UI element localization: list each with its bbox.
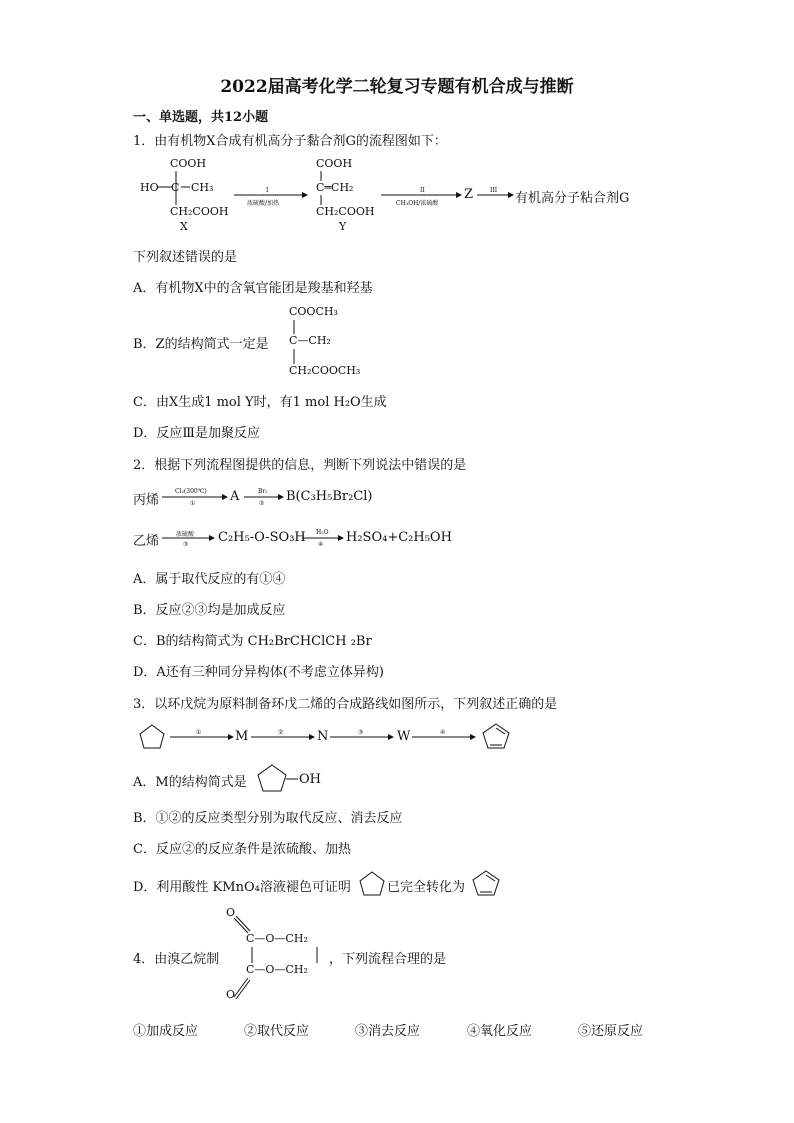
q3-w: W <box>397 729 411 744</box>
q3-m: M <box>235 729 249 744</box>
q4-item-2: ②取代反应 <box>244 1024 310 1039</box>
q3-num-2: ② <box>278 729 284 736</box>
q4-o-bottom: O <box>226 988 236 1001</box>
q1-x-ho: HO <box>140 181 159 194</box>
q3-option-d-pre: D．利用酸性 KMnO₄溶液褪色可证明 <box>133 880 351 895</box>
q2-r2-start: 乙烯 <box>133 534 160 549</box>
q1-z: Z <box>464 187 474 202</box>
q2-r1-b: B(C₃H₅Br₂Cl) <box>286 489 373 504</box>
q4-o-top: O <box>226 906 236 919</box>
q2-r1-start: 丙烯 <box>133 493 160 508</box>
section-heading: 一、单选题，共12小题 <box>133 110 269 125</box>
q2-r1-cond2: Br₂ <box>258 488 268 495</box>
q1-stem: 1．由有机物X合成有机高分子黏合剂G的流程图如下： <box>133 134 447 149</box>
q1-step1-bottom: 浓硫酸/加热 <box>247 200 280 207</box>
q4-row-2: C—O—CH₂ <box>246 963 308 976</box>
q4-item-1: ①加成反应 <box>133 1024 199 1039</box>
q2-r2-end: H₂SO₄+C₂H₅OH <box>346 530 452 545</box>
q3-num-4: ④ <box>440 729 446 736</box>
q1-y-label: Y <box>339 220 347 233</box>
q1-x-cooh: COOH <box>170 157 207 170</box>
q4-item-4: ④氧化反应 <box>467 1024 533 1039</box>
q2-r1-a: A <box>230 489 240 504</box>
q4-item-5: ⑤还原反应 <box>578 1024 644 1039</box>
q3-option-a-oh: OH <box>299 772 321 787</box>
q4-stem-pre: 4．由溴乙烷制 <box>133 952 220 967</box>
q3-stem: 3．以环戊烷为原料制备环戊二烯的合成路线如图所示，下列叙述正确的是 <box>133 697 558 712</box>
q2-r2-mid: C₂H₅-O-SO₃H <box>218 530 306 545</box>
q2-r1-num1: ① <box>190 500 196 507</box>
q2-r2-num1: ③ <box>183 541 189 548</box>
q3-num-1: ① <box>196 729 202 736</box>
q2-r2-cond2: H₂O <box>316 529 329 536</box>
q2-r1-num2: ② <box>259 500 265 507</box>
q1-option-b-s2: C—CH₂ <box>289 334 331 347</box>
q1-option-b-s1: COOCH₃ <box>289 305 338 318</box>
q1-step1-top: I <box>266 187 269 194</box>
q1-y-cch2: C═CH₂ <box>316 181 354 194</box>
q3-option-c: C．反应②的反应条件是浓硫酸、加热 <box>133 842 351 857</box>
q2-r2-cond1: 浓硫酸 <box>176 531 195 538</box>
q2-option-c: C．B的结构简式为 CH₂BrCHClCH ₂Br <box>133 634 372 649</box>
q1-x-c: C <box>171 181 180 194</box>
q1-x-ch3: CH₃ <box>191 181 214 194</box>
q2-r2-num2: ④ <box>318 541 324 548</box>
q1-option-d: D．反应Ⅲ是加聚反应 <box>133 426 260 441</box>
q3-num-3: ③ <box>358 729 364 736</box>
q1-option-a: A．有机物X中的含氧官能团是羧基和羟基 <box>133 281 373 296</box>
q3-n: N <box>317 729 329 744</box>
q1-x-ch2cooh: CH₂COOH <box>170 205 229 218</box>
q1-step2-top: II <box>420 187 425 194</box>
q1-option-b-s3: CH₂COOCH₃ <box>289 364 361 377</box>
q2-stem: 2．根据下列流程图提供的信息，判断下列说法中错误的是 <box>133 458 467 473</box>
q1-x-label: X <box>180 220 188 233</box>
q3-option-a: A．M的结构简式是 <box>133 775 247 790</box>
q1-option-c: C．由X生成1 mol Y时，有1 mol H₂O生成 <box>133 395 387 410</box>
page-title: 2022届高考化学二轮复习专题有机合成与推断 <box>220 77 574 97</box>
q1-y-ch2cooh: CH₂COOH <box>316 205 375 218</box>
q1-y-cooh: COOH <box>316 157 353 170</box>
q2-option-b: B．反应②③均是加成反应 <box>133 603 286 618</box>
q1-product: 有机高分子粘合剂G <box>515 191 630 206</box>
q1-step3-top: III <box>490 187 498 194</box>
q2-option-a: A．属于取代反应的有①④ <box>133 572 286 587</box>
q4-row-1: C—O—CH₂ <box>246 932 308 945</box>
q2-r1-cond1: Cl₂(300℃) <box>175 488 207 495</box>
q3-option-d-post: 已完全转化为 <box>387 880 466 895</box>
q4-stem-post: ，下列流程合理的是 <box>329 952 447 967</box>
q1-step2-bottom: CH₃OH/浓硫酸 <box>396 200 439 207</box>
q1-question: 下列叙述错误的是 <box>133 250 238 265</box>
q1-option-b: B．Z的结构简式一定是 <box>133 337 269 352</box>
q2-option-d: D．A还有三种同分异构体(不考虑立体异构) <box>133 665 384 680</box>
q3-option-b: B．①②的反应类型分别为取代反应、消去反应 <box>133 811 403 826</box>
q4-item-3: ③消去反应 <box>355 1024 421 1039</box>
